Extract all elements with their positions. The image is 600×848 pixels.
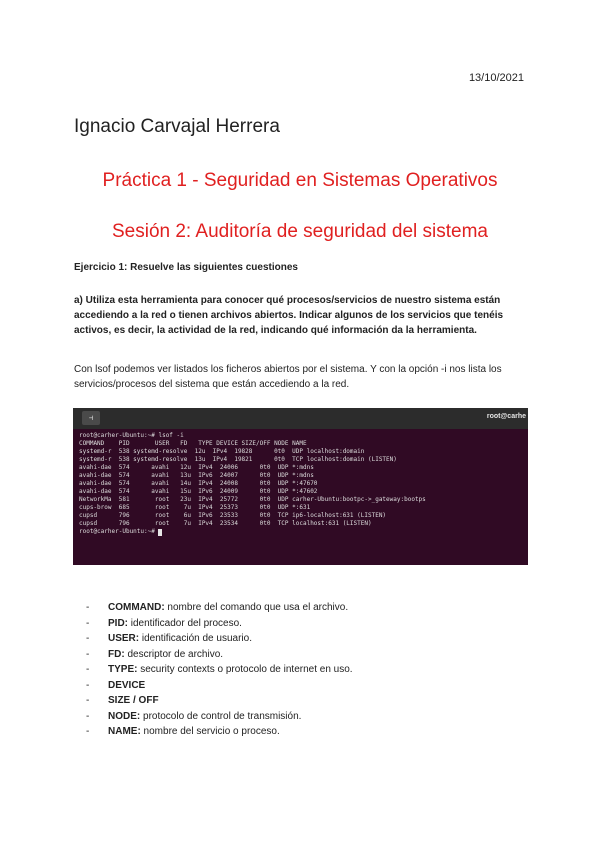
field-definition-item — [86, 616, 353, 632]
field-term: FD: — [108, 648, 125, 660]
list-bullet: - — [86, 633, 90, 644]
field-definition-item — [86, 693, 353, 709]
terminal-line: avahi-dae 574 avahi 12u IPv4 24006 0t0 UDP *:mdns — [79, 464, 314, 471]
terminal-line: avahi-dae 574 avahi 14u IPv4 24008 0t0 UDP *:47670 — [79, 480, 318, 487]
terminal-output — [73, 429, 528, 539]
field-definition-item — [86, 709, 353, 725]
exercise-heading: Ejercicio 1: Resuelve las siguientes cuestiones — [74, 262, 298, 273]
terminal-title: root@carhe — [486, 413, 526, 420]
field-definition-item — [86, 662, 353, 678]
field-description: identificador del proceso. — [128, 617, 242, 629]
list-bullet: - — [86, 648, 90, 660]
terminal-line: avahi-dae 574 avahi 13u IPv6 24007 0t0 UDP *:mdns — [79, 472, 314, 479]
field-term: USER: — [108, 633, 140, 644]
field-description: security contexts o protocolo de internet en uso. — [137, 664, 353, 675]
question-text: a) Utiliza esta herramienta para conocer qué procesos/servicios de nuestro sistema están accediendo a la red o tienen archivos abiertos. Indicar algunos de los servicios que tenéis activos, es decir, la actividad de la red, indicando qué información da la herramienta. — [74, 295, 504, 336]
field-term: TYPE: — [108, 664, 138, 675]
list-bullet: - — [86, 617, 90, 629]
author-name: Ignacio Carvajal Herrera — [74, 116, 280, 137]
field-description: nombre del servicio o proceso. — [140, 726, 280, 737]
field-term: DEVICE — [108, 679, 146, 691]
terminal-line: cups-brow 685 root 7u IPv4 25373 0t0 UDP *:631 — [79, 504, 311, 511]
terminal-line: COMMAND PID USER FD TYPE DEVICE SIZE/OFF NODE NAME — [79, 440, 307, 447]
document-date: 13/10/2021 — [468, 72, 524, 84]
field-description: protocolo de control de transmisión. — [140, 710, 302, 722]
terminal-titlebar — [73, 408, 528, 429]
field-term: SIZE / OFF — [108, 695, 159, 706]
field-term: NODE: — [108, 710, 141, 722]
field-definitions-list — [86, 600, 353, 740]
terminal-line: root@carher-Ubuntu:~# — [79, 528, 522, 536]
field-definition-item — [86, 724, 353, 740]
terminal-cursor — [158, 529, 162, 536]
terminal-line: avahi-dae 574 avahi 15u IPv6 24009 0t0 UDP *:47602 — [79, 488, 318, 495]
terminal-line: systemd-r 538 systemd-resolve 12u IPv4 19828 0t0 UDP localhost:domain — [79, 448, 365, 455]
list-bullet: - — [86, 679, 90, 691]
terminal-line: cupsd 796 root 7u IPv4 23534 0t0 TCP localhost:631 (LISTEN) — [79, 520, 372, 527]
list-bullet: - — [86, 602, 90, 613]
field-term: PID: — [108, 617, 128, 629]
terminal-line: systemd-r 538 systemd-resolve 13u IPv4 19821 0t0 TCP localhost:domain (LISTEN) — [79, 456, 397, 463]
terminal-tab-icon: ⊣ — [82, 411, 100, 425]
field-term: COMMAND: — [108, 602, 165, 613]
field-definition-item — [86, 647, 353, 663]
document-title: Práctica 1 - Seguridad en Sistemas Operativos — [102, 170, 498, 191]
terminal-line: cupsd 796 root 6u IPv6 23533 0t0 TCP ip6-localhost:631 (LISTEN) — [79, 512, 387, 519]
answer-paragraph: Con lsof podemos ver listados los ficheros abiertos por el sistema. Y con la opción -i nos lista los servicios/procesos del sistema que están accediendo a la red. — [74, 364, 502, 390]
field-description: nombre del comando que usa el archivo. — [164, 602, 349, 613]
terminal-line: NetworkMa 581 root 23u IPv4 25772 0t0 UDP carher-Ubuntu:bootpc->_gateway:bootps — [79, 496, 426, 503]
list-bullet: - — [86, 695, 90, 706]
list-bullet: - — [86, 710, 90, 722]
session-title: Sesión 2: Auditoría de seguridad del sistema — [111, 221, 488, 242]
field-definition-item — [86, 600, 353, 616]
field-definition-item — [86, 678, 353, 694]
list-bullet: - — [86, 726, 90, 737]
terminal-line: root@carher-Ubuntu:~# lsof -i — [79, 432, 184, 439]
terminal-screenshot — [73, 408, 528, 565]
field-description: descriptor de archivo. — [124, 648, 224, 660]
list-bullet: - — [86, 664, 90, 675]
field-description: identificación de usuario. — [139, 633, 252, 644]
field-definition-item — [86, 631, 353, 647]
field-term: NAME: — [108, 726, 141, 737]
